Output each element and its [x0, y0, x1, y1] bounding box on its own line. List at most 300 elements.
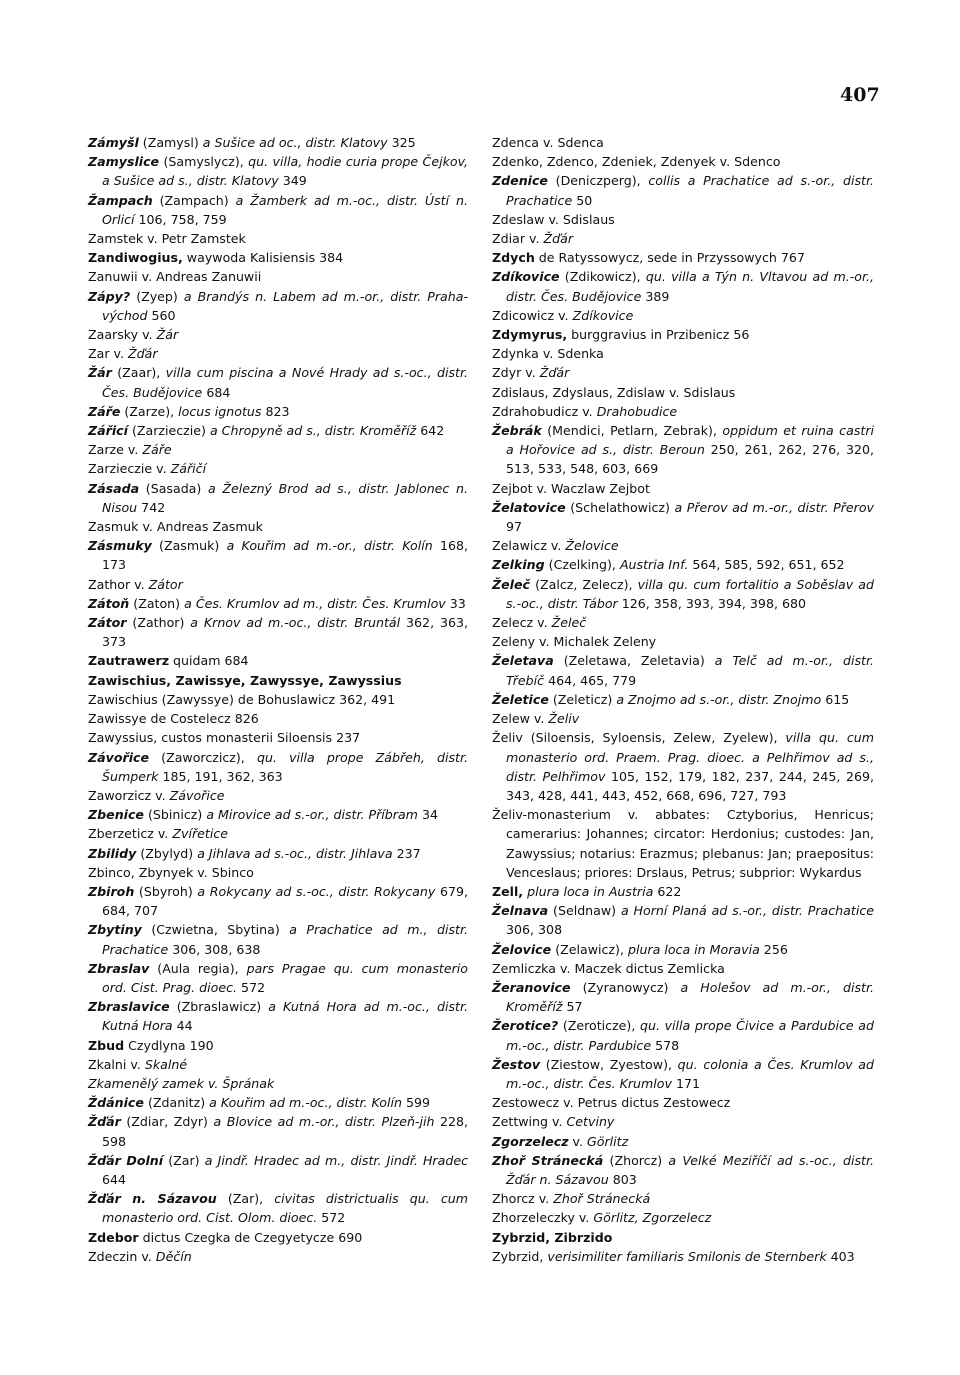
entry-headword: Záře [88, 403, 121, 419]
entry-headword: Zbytiny [88, 922, 142, 938]
entry-text: v. [568, 1133, 588, 1149]
entry-text: 403 [826, 1248, 855, 1264]
entry-text: Zkamenělý zamek v. Šprának [88, 1075, 275, 1091]
index-entry [88, 671, 468, 690]
entry-headword: Žďár [88, 1114, 121, 1130]
entry-text: 306, 308 [506, 922, 563, 938]
entry-headword: Zdymyrus, [492, 327, 568, 343]
entry-text: Zemliczka v. Maczek dictus Zemlicka [492, 960, 725, 976]
entry-text: a Kouřim ad m.-or., distr. Kolín [226, 538, 433, 554]
index-entry [88, 325, 468, 344]
entry-text: 823 [261, 403, 290, 419]
entry-headword: Zell, [492, 883, 524, 899]
entry-text: Zdyr v. [492, 365, 540, 381]
entry-text: 325 [387, 135, 416, 150]
entry-text: 644 [102, 1171, 127, 1187]
index-entry [88, 920, 468, 958]
index-entry [492, 325, 874, 344]
entry-text: a Krnov ad m.-oc., distr. Bruntál [190, 615, 401, 631]
index-entry [492, 133, 874, 152]
entry-text: Zarzieczie v. [88, 461, 171, 477]
entry-headword: Závořice [88, 749, 150, 765]
entry-text: Zdislaus, Zdyslaus, Zdislaw v. Sdislaus [492, 384, 736, 400]
index-column-left [88, 133, 468, 1266]
entry-text: quidam 684 [169, 653, 249, 669]
entry-text: Zawischius (Zawyssye) de Bohuslawicz 362, 491 [88, 691, 396, 707]
entry-text: (Zaar), [111, 365, 166, 381]
entry-text: (Sbinicz) [143, 807, 207, 823]
entry-text: (Zdikowicz), [559, 269, 646, 285]
index-entry [492, 306, 874, 325]
index-entry [88, 575, 468, 594]
entry-text: Želovice [565, 538, 619, 554]
index-entry [492, 402, 874, 421]
entry-text: Zybrzid, [492, 1248, 548, 1264]
index-entry [88, 805, 468, 824]
entry-text: Görlitz [587, 1133, 629, 1149]
entry-text: Zaworzicz v. [88, 787, 170, 803]
entry-text: (Zasmuk) [151, 538, 227, 554]
index-entry [88, 882, 468, 920]
entry-text: (Seldnaw) [548, 903, 621, 919]
entry-text: 50 [572, 192, 593, 208]
entry-text: (Zar) [163, 1152, 205, 1168]
entry-headword: Zásada [88, 480, 140, 496]
index-entry [492, 613, 874, 632]
entry-text: Zejbot v. Waczlaw Zejbot [492, 480, 650, 496]
index-entry [88, 959, 468, 997]
entry-text: Zdenca v. Sdenca [492, 135, 604, 150]
entry-text: dictus Czegka de Czegyetycze 690 [138, 1229, 363, 1245]
index-entry [88, 863, 468, 882]
entry-text: Zamstek v. Petr Zamstek [88, 231, 246, 247]
entry-text: Zaarsky v. [88, 327, 157, 343]
entry-text: Görlitz, Zgorzelecz [593, 1210, 712, 1226]
entry-text: 185, 191, 362, 363 [158, 768, 283, 784]
entry-headword: Želovice [492, 941, 552, 957]
index-entry [88, 613, 468, 651]
index-entry [492, 805, 874, 882]
entry-text: (Zyranowycz) [570, 979, 681, 995]
entry-text: Zhoř Stránecká [553, 1191, 651, 1207]
entry-text: qu. villa a Týn n. Vltavou ad m.-or., distr. Čes. Budějovice [506, 269, 875, 304]
entry-text: Zelew v. [492, 711, 549, 727]
entry-text: (Zathor) [126, 615, 191, 631]
index-entry [492, 1016, 874, 1054]
entry-text: Žďár [539, 365, 570, 381]
entry-text: Želiv [548, 711, 580, 727]
entry-text: Zdíkovice [572, 307, 634, 323]
entry-headword: Zdych [492, 250, 535, 266]
entry-text: 349 [278, 173, 307, 189]
index-entry [492, 1151, 874, 1189]
entry-text: 250, 261, 262, 276, 320, 513, 533, 548, 603, 669 [506, 442, 874, 477]
index-entry [492, 363, 874, 382]
entry-text: Zelawicz v. [492, 538, 566, 554]
index-entry [88, 824, 468, 843]
entry-text: Zarze v. [88, 442, 143, 458]
entry-headword: Zdíkovice [492, 269, 560, 285]
entry-text: a Blovice ad m.-or., distr. Plzeň-jih [213, 1114, 435, 1130]
entry-text: a Sušice ad oc., distr. Klatovy [202, 135, 388, 150]
entry-text: (Zar), [216, 1191, 275, 1207]
index-entry [88, 1112, 468, 1150]
index-entry [492, 1112, 874, 1131]
index-entry [492, 728, 874, 805]
entry-text: a Holešov ad m.-or., distr. Kroměříž [506, 979, 874, 1015]
entry-text: Zawyssius, custos monasterii Siloensis 237 [88, 730, 361, 746]
entry-text: 97 [506, 519, 523, 535]
entry-text: 564, 585, 592, 651, 652 [688, 557, 845, 573]
entry-text: de Ratyssowycz, sede in Przyssowych 767 [534, 250, 805, 266]
entry-headword: Zdebor [88, 1229, 139, 1245]
index-entry [88, 1189, 468, 1227]
entry-text: Skalné [144, 1056, 188, 1072]
entry-text: Zbinco, Zbynyek v. Sbinco [88, 864, 254, 880]
index-entry [492, 1228, 874, 1247]
entry-text: 389 [641, 288, 670, 304]
entry-text: Cetviny [566, 1114, 615, 1130]
entry-text: 126, 358, 393, 394, 398, 680 [617, 595, 806, 611]
entry-headword: Želetice [492, 691, 549, 707]
entry-text: a Čes. Krumlov ad m., distr. Čes. Krumlov [184, 595, 446, 611]
entry-text: waywoda Kalisiensis 384 [182, 250, 344, 266]
entry-text: (Aula regia), [149, 960, 247, 976]
entry-text: a Horní Planá ad s.-or., distr. Prachatice [620, 903, 874, 919]
index-entry [88, 748, 468, 786]
entry-text: a Znojmo ad s.-or., distr. Znojmo [616, 691, 822, 707]
entry-headword: Žďár Dolní [88, 1152, 164, 1168]
index-entry [492, 651, 874, 689]
entry-text: Zvířetice [172, 826, 228, 842]
index-entry [88, 248, 468, 267]
entry-text: Zettwing v. [492, 1114, 567, 1130]
entry-text: Želeč [551, 615, 587, 631]
index-entry [492, 1247, 874, 1266]
entry-text: a Prachatice ad m., distr. Prachatice [102, 922, 468, 957]
entry-text: (Samyslycz), [159, 154, 249, 170]
index-entry [88, 651, 468, 670]
entry-headword: Zelking [492, 557, 545, 573]
index-entry [492, 171, 874, 209]
entry-text: Zdeslaw v. Sdislaus [492, 211, 615, 227]
entry-text: Zathor v. [88, 576, 149, 592]
entry-text: a Kouřim ad m.-oc., distr. Kolín [209, 1095, 402, 1111]
entry-headword: Zbenice [88, 807, 144, 823]
entry-text: 106, 758, 759 [134, 211, 227, 227]
entry-text: (Zdiar, Zdyr) [120, 1114, 214, 1130]
entry-headword: Zátor [88, 615, 127, 631]
entry-text: Děčín [155, 1248, 192, 1264]
entry-text: 560 [147, 307, 176, 323]
entry-headword: Žďár n. Sázavou [88, 1191, 217, 1207]
entry-headword: Zbilidy [88, 845, 137, 861]
index-entry [492, 344, 874, 363]
entry-text: Zawissye de Costelecz 826 [88, 711, 259, 727]
entry-headword: Žebrák [492, 423, 542, 439]
entry-headword: Zbiroh [88, 883, 135, 899]
index-entry [492, 1093, 874, 1112]
index-entry [88, 786, 468, 805]
index-entry [492, 248, 874, 267]
entry-text: Želiv-monasterium v. abbates: Cztyborius, Henricus; camerarius: Johannes; circator: Herdonius; custodes: Jan, Zawyssius; notarius: Erazmus; plebanus: Jan; praepositus: Venceslaus; priores: Drslaus, Petrus; subprior: Wykardus [492, 807, 874, 880]
index-entry [88, 997, 468, 1035]
index-entry [492, 229, 874, 248]
entry-text: (Sbyroh) [134, 883, 198, 899]
entry-text: (Zhorcz) [603, 1152, 669, 1168]
index-entry [88, 363, 468, 401]
index-entry [492, 479, 874, 498]
index-entry [88, 440, 468, 459]
index-entry [88, 709, 468, 728]
entry-text: a Mirovice ad s.-or., distr. Příbram [206, 807, 418, 823]
entry-text: Drahobudice [596, 403, 678, 419]
entry-text: Zberzeticz v. [88, 826, 173, 842]
entry-headword: Želatovice [492, 499, 566, 515]
entry-text: (Zeletawa, Zeletavia) [553, 653, 715, 669]
entry-text: (Zalcz, Zelecz), [530, 576, 638, 592]
entry-text: 171 [671, 1075, 700, 1091]
index-entry [492, 383, 874, 402]
entry-text: burggravius in Przibenicz 56 [567, 327, 750, 343]
entry-text: 105, 152, 179, 182, 237, 244, 245, 269, 343, 428, 441, 443, 452, 668, 696, 727, 793 [506, 768, 874, 803]
entry-text: Zhorcz v. [492, 1191, 554, 1207]
entry-text: Zhorzeleczky v. [492, 1210, 594, 1226]
entry-text: Žďár [128, 346, 158, 362]
entry-text: 803 [608, 1171, 637, 1187]
entry-text: a Kutná Hora ad m.-oc., distr. Kutná Hora [102, 999, 468, 1034]
entry-text: 615 [821, 691, 850, 707]
index-entry [492, 901, 874, 939]
entry-text: Zářičí [170, 461, 207, 477]
entry-text: a Chropyně ad s., distr. Kroměříž [209, 423, 417, 439]
entry-text: Zestowecz v. Petrus dictus Zestowecz [492, 1095, 731, 1111]
index-entry [88, 402, 468, 421]
entry-text: (Mendici, Petlarn, Zebrak), [541, 423, 723, 439]
entry-text: Žďár [543, 231, 574, 247]
index-entry [492, 709, 874, 728]
entry-text: 578 [651, 1037, 680, 1053]
index-entry [492, 210, 874, 229]
entry-text: (Czwietna, Sbytina) [141, 922, 290, 938]
entry-headword: Zátoň [88, 595, 130, 611]
index-entry [492, 1189, 874, 1208]
entry-text: (Czelking), [544, 557, 620, 573]
index-entry [88, 1247, 468, 1266]
entry-text: (Schelathowicz) [565, 499, 675, 515]
entry-text: Zdrahobudicz v. [492, 403, 597, 419]
entry-text: (Zarzieczie) [127, 423, 210, 439]
entry-text: 464, 465, 779 [544, 672, 637, 688]
entry-text: 642 [416, 423, 445, 439]
entry-text: 742 [137, 499, 166, 515]
index-entry [88, 287, 468, 325]
entry-text: 237 [392, 845, 421, 861]
entry-text: Austria Inf. [619, 557, 689, 573]
entry-text: 572 [317, 1210, 346, 1226]
entry-text: Zanuwii v. Andreas Zanuwii [88, 269, 262, 285]
index-entry [88, 1228, 468, 1247]
entry-text: villa qu. cum monasterio ord. Praem. Prag. dioec. a Pelhřimov ad s., distr. Pelhřimov [506, 730, 875, 784]
index-entry [88, 421, 468, 440]
entry-text: 57 [562, 999, 583, 1015]
index-entry [88, 459, 468, 478]
index-entry [492, 690, 874, 709]
index-entry [492, 978, 874, 1016]
entry-text: Zar v. [88, 346, 129, 362]
entry-text: Zasmuk v. Andreas Zasmuk [88, 519, 263, 535]
index-entry [88, 152, 468, 190]
entry-text: a Velké Meziříčí ad s.-oc., distr. Žďár n. Sázavou [506, 1152, 874, 1187]
index-entry [88, 191, 468, 229]
entry-text: a Železný Brod ad s., distr. Jablonec n. Nisou [102, 480, 468, 515]
entry-headword: Žampach [88, 192, 153, 208]
index-entry [88, 1036, 468, 1055]
entry-headword: Žestov [492, 1056, 541, 1072]
entry-headword: Zgorzelecz [492, 1133, 569, 1149]
index-entry [88, 594, 468, 613]
entry-text: (Zarze), [120, 403, 179, 419]
entry-text: a Telč ad m.-or., distr. Třebíč [506, 653, 874, 688]
entry-text: (Zelawicz), [551, 941, 628, 957]
entry-text: plura loca in Moravia [627, 941, 760, 957]
entry-headword: Zawischius, Zawissye, Zawyssye, Zawyssius [88, 672, 402, 688]
entry-headword: Zářicí [88, 423, 128, 439]
entry-text: (Zamysl) [138, 135, 203, 150]
entry-headword: Zápy? [88, 288, 131, 304]
entry-text: Zdenko, Zdenco, Zdeniek, Zdenyek v. Sdenco [492, 154, 781, 170]
index-entry [492, 882, 874, 901]
entry-text: oppidum et ruina castri a Hořovice ad s., distr. Beroun [506, 423, 874, 458]
entry-text: 228, 598 [102, 1114, 469, 1149]
entry-text: a Rokycany ad s.-oc., distr. Rokycany [197, 883, 436, 899]
entry-text: a Jihlava ad s.-oc., distr. Jihlava [197, 845, 393, 861]
index-entry [88, 1055, 468, 1074]
entry-headword: Zautrawerz [88, 653, 170, 669]
index-entry [492, 1132, 874, 1151]
entry-text: Zdiar v. [492, 231, 544, 247]
index-entry [88, 1074, 468, 1093]
entry-text: 33 [445, 595, 466, 611]
index-entry [88, 1151, 468, 1189]
entry-headword: Zámyšl [88, 135, 139, 150]
entry-text: (Zaton) [129, 595, 185, 611]
entry-headword: Žeranovice [492, 979, 571, 995]
entry-headword: Želnava [492, 903, 549, 919]
index-entry [88, 1093, 468, 1112]
page-number: 407 [840, 84, 880, 106]
entry-headword: Želetava [492, 653, 554, 669]
index-entry [88, 536, 468, 574]
entry-text: pars Pragae qu. cum monasterio ord. Cist. Prag. dioec. [102, 960, 468, 995]
entry-text: civitas districtualis qu. cum monasterio ord. Cist. Olom. dioec. [102, 1191, 469, 1226]
entry-text: a Přerov ad m.-or., distr. Přerov [674, 499, 874, 515]
entry-text: Zelecz v. [492, 615, 552, 631]
entry-headword: Zamyslice [88, 154, 160, 170]
entry-text: 572 [237, 979, 266, 995]
index-entry [492, 267, 874, 305]
entry-text: Zkalni v. [88, 1056, 145, 1072]
entry-headword: Želeč [492, 576, 530, 592]
entry-text: Záře [142, 442, 172, 458]
index-entry [88, 517, 468, 536]
index-entry [88, 728, 468, 747]
entry-headword: Žerotice? [492, 1018, 559, 1034]
entry-headword: Zybrzid, Zibrzido [492, 1229, 613, 1245]
entry-text: 599 [402, 1095, 431, 1111]
entry-text: 256 [759, 941, 788, 957]
index-entry [88, 844, 468, 863]
entry-text: (Zeleticz) [548, 691, 617, 707]
entry-text: villa cum piscina a Nové Hrady ad s.-oc., distr. Čes. Budějovice [102, 365, 469, 400]
entry-text: 306, 308, 638 [168, 941, 261, 957]
index-entry [88, 229, 468, 248]
entry-text: (Sasada) [139, 480, 208, 496]
index-entry [492, 575, 874, 613]
entry-text: Závořice [169, 787, 225, 803]
index-entry [492, 632, 874, 651]
entry-text: (Zaworczicz), [149, 749, 257, 765]
entry-text: plura loca in Austria [527, 883, 654, 899]
index-entry [492, 1055, 874, 1093]
entry-text: Zeleny v. Michalek Zeleny [492, 634, 657, 650]
index-entry [492, 959, 874, 978]
index-entry [492, 1208, 874, 1227]
entry-headword: Zbud [88, 1037, 125, 1053]
index-entry [492, 536, 874, 555]
entry-text: (Zdanitz) [143, 1095, 210, 1111]
index-entry [492, 152, 874, 171]
entry-text: 684 [202, 384, 231, 400]
entry-text: qu. villa prope Zábřeh, distr. Šumperk [102, 749, 469, 784]
entry-headword: Zandiwogius, [88, 250, 183, 266]
entry-text: a Brandýs n. Labem ad m.-or., distr. Praha-východ [102, 288, 468, 323]
entry-text: a Jindř. Hradec ad m., distr. Jindř. Hradec [204, 1152, 468, 1168]
entry-headword: Zhoř Stránecká [492, 1152, 604, 1168]
index-entry [492, 555, 874, 574]
index-entry [88, 479, 468, 517]
entry-headword: Zbraslav [88, 960, 150, 976]
entry-text: Zdicowicz v. [492, 307, 573, 323]
entry-text: Zdynka v. Sdenka [492, 346, 604, 362]
index-entry [492, 940, 874, 959]
index-entry [88, 690, 468, 709]
entry-text: verisimiliter familiaris Smilonis de Sternberk [547, 1248, 827, 1264]
index-entry [88, 133, 468, 152]
entry-headword: Zbraslavice [88, 999, 170, 1015]
entry-text: locus ignotus [178, 403, 262, 419]
entry-text: (Zbraslawicz) [169, 999, 269, 1015]
entry-text: Želiv (Siloensis, Syloensis, Zelew, Zyelew), [492, 730, 786, 746]
entry-headword: Zdenice [492, 173, 548, 189]
entry-text: Žár [156, 327, 179, 343]
index-entry [88, 344, 468, 363]
entry-text: (Zampach) [152, 192, 236, 208]
entry-text: Zátor [148, 576, 183, 592]
entry-text: Czydlyna 190 [124, 1037, 214, 1053]
entry-text: (Deniczperg), [547, 173, 649, 189]
entry-text: 622 [653, 883, 682, 899]
entry-text: (Zeroticze), [558, 1018, 640, 1034]
entry-text: 34 [417, 807, 438, 823]
entry-headword: Ždánice [88, 1095, 144, 1111]
entry-text: collis a Prachatice ad s.-or., distr. Prachatice [506, 173, 874, 208]
entry-text: qu. colonia a Čes. Krumlov ad m.-oc., distr. Čes. Krumlov [506, 1056, 874, 1091]
entry-text: (Zyep) [130, 288, 184, 304]
entry-text: qu. villa prope Čivice a Pardubice ad m.-oc., distr. Pardubice [506, 1018, 874, 1053]
entry-text: a Žamberk ad m.-oc., distr. Ústí n. Orlicí [102, 192, 468, 227]
entry-text: 168, 173 [102, 538, 468, 573]
